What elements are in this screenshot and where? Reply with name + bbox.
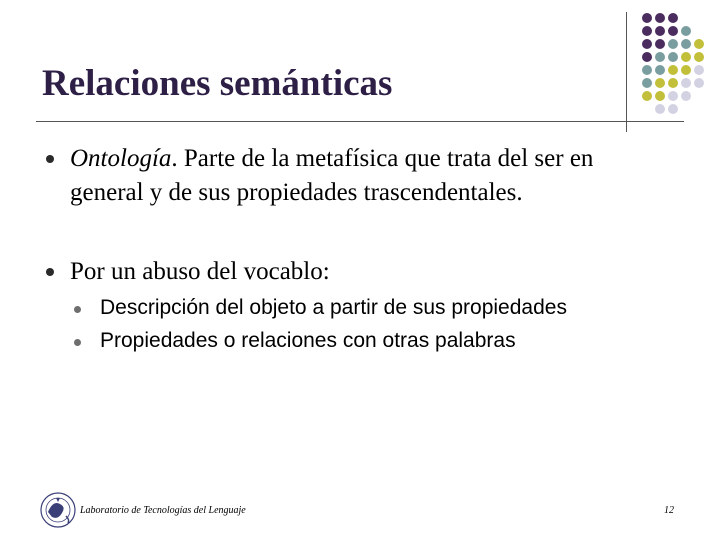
footer-lab-name: Laboratorio de Tecnologías del Lenguaje [80,505,246,516]
bullet-dot-1 [46,155,54,163]
title-underline [36,121,684,122]
bullet-dot-2 [46,268,54,276]
dot-row-1 [642,13,678,23]
sub-item-descripcion: Descripción del objeto a partir de sus propiedades [100,296,567,319]
dot-row-5 [642,65,704,75]
sub-item-propiedades: Propiedades o relaciones con otras palabras [100,329,516,352]
page-number: 12 [664,505,674,516]
sub-bullet-dot-1 [74,306,81,313]
vertical-rule [626,12,627,132]
slide-title: Relaciones semánticas [42,63,393,104]
term-ontologia: Ontología [70,145,172,172]
dot-row-2 [642,26,691,36]
sub-bullet-dot-2 [74,339,81,346]
lab-logo-icon [38,490,78,530]
dot-row-8 [655,104,678,114]
ontologia-definition-line2: general y de sus propiedades trascendentales. [70,179,523,206]
dot-row-4 [642,52,704,62]
ontologia-definition-line1: . Parte de la metafísica que trata del ser en [171,145,594,172]
dot-row-6 [642,78,704,88]
bullet-abuso-vocablo: Por un abuso del vocablo: [70,258,330,285]
dot-row-3 [642,39,704,49]
bullet-ontologia [70,142,690,210]
dot-row-7 [642,91,691,101]
